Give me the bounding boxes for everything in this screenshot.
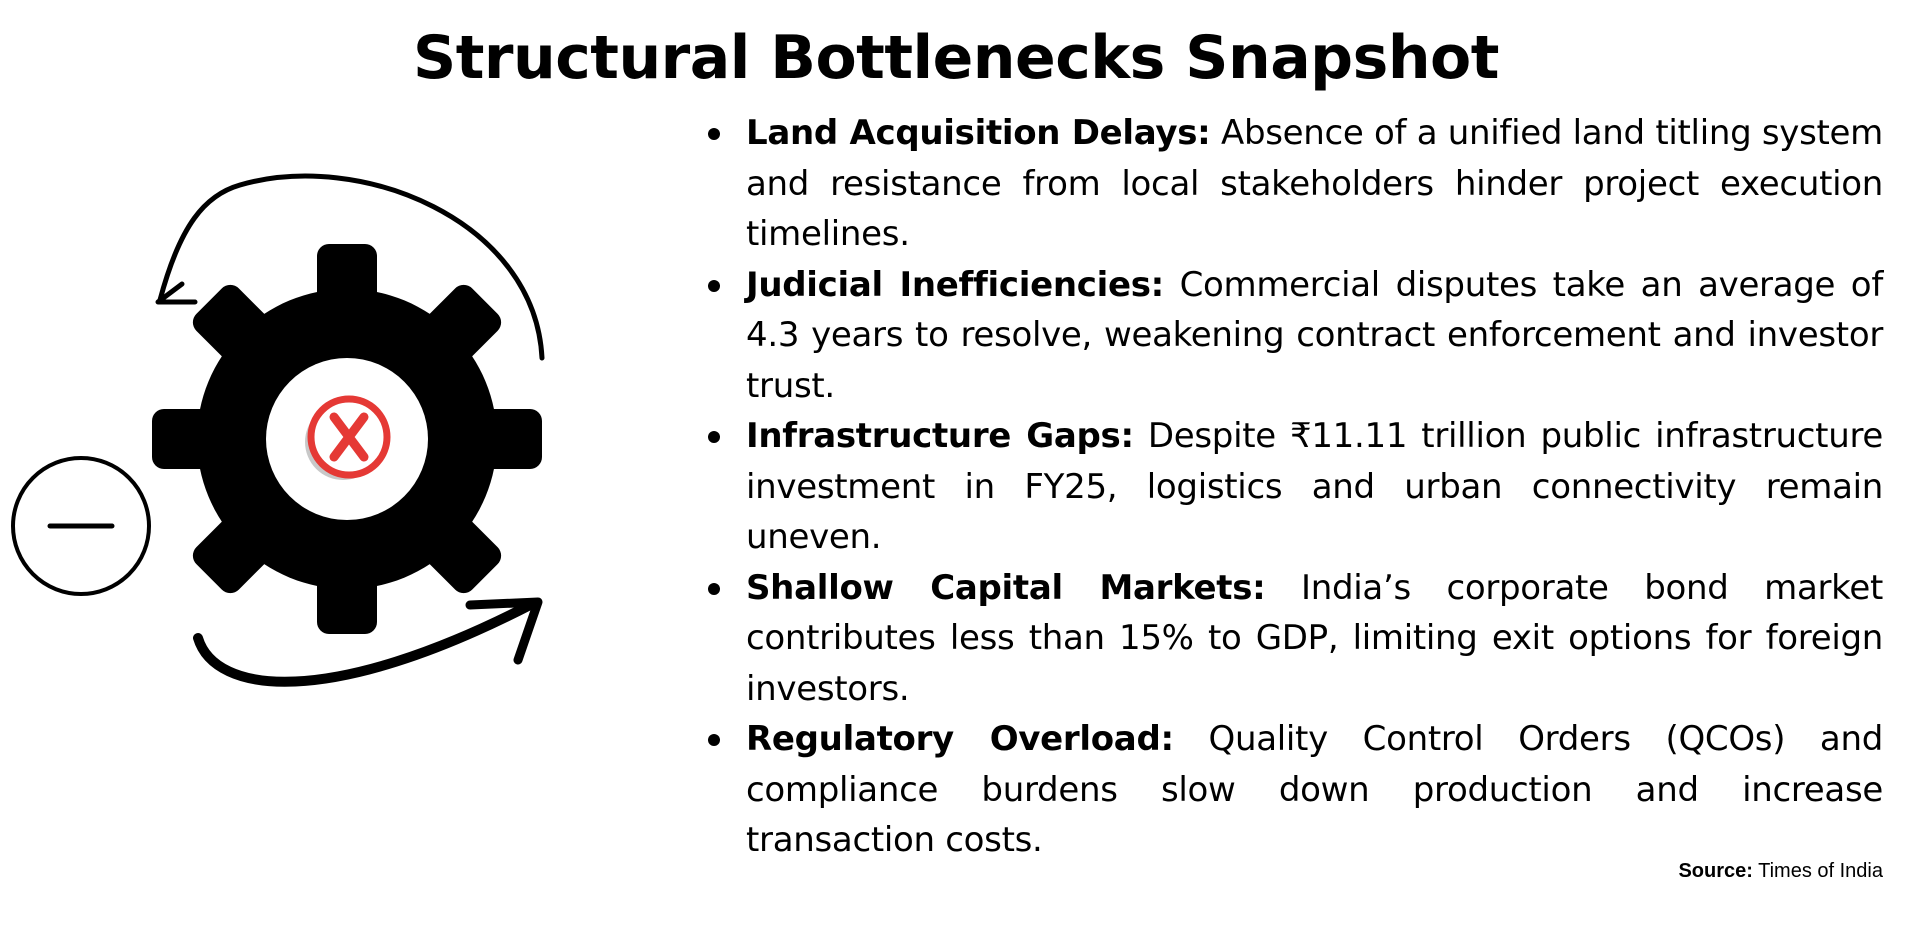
bullet-text: Commercial disputes take an average of 4.3 years to resolve, weakening contract enforcement and investor trust. [746, 264, 1883, 406]
list-item [700, 714, 1883, 866]
list-item [700, 108, 1883, 260]
source-value: Times of India [1752, 860, 1883, 882]
bullet-icon [708, 734, 720, 746]
bottleneck-illustration [0, 150, 560, 710]
bullet-heading: Shallow Capital Markets: [746, 567, 1266, 608]
list-item [700, 260, 1883, 412]
minus-circle-icon [13, 458, 149, 594]
source-label: Source: [1678, 860, 1753, 882]
bottleneck-list [700, 108, 1883, 866]
bullet-icon [708, 128, 720, 140]
bullet-heading: Judicial Inefficiencies: [746, 264, 1164, 305]
source-note [1678, 858, 1883, 884]
list-item [700, 411, 1883, 563]
bullet-icon [708, 583, 720, 595]
bullet-heading: Land Acquisition Delays: [746, 113, 1211, 153]
bullet-heading: Infrastructure Gaps: [746, 416, 1134, 456]
x-circle-icon [305, 399, 387, 480]
bullet-heading: Regulatory Overload: [746, 719, 1174, 759]
list-item [700, 563, 1883, 715]
bullet-text: Quality Control Orders (QCOs) and compliance burdens slow down production and increase transaction costs. [746, 719, 1883, 860]
bullet-icon [708, 431, 720, 443]
bullet-icon [708, 280, 720, 292]
bullet-text: Absence of a unified land titling system and resistance from local stakeholders hinder project execution timelines. [746, 113, 1883, 254]
bullet-text: Despite ₹11.11 trillion public infrastructure investment in FY25, logistics and urban connectivity remain uneven. [746, 416, 1883, 557]
bullet-text: India’s corporate bond market contributes less than 15% to GDP, limiting exit options for foreign investors. [746, 567, 1883, 709]
page-title: Structural Bottlenecks Snapshot [413, 23, 1499, 93]
